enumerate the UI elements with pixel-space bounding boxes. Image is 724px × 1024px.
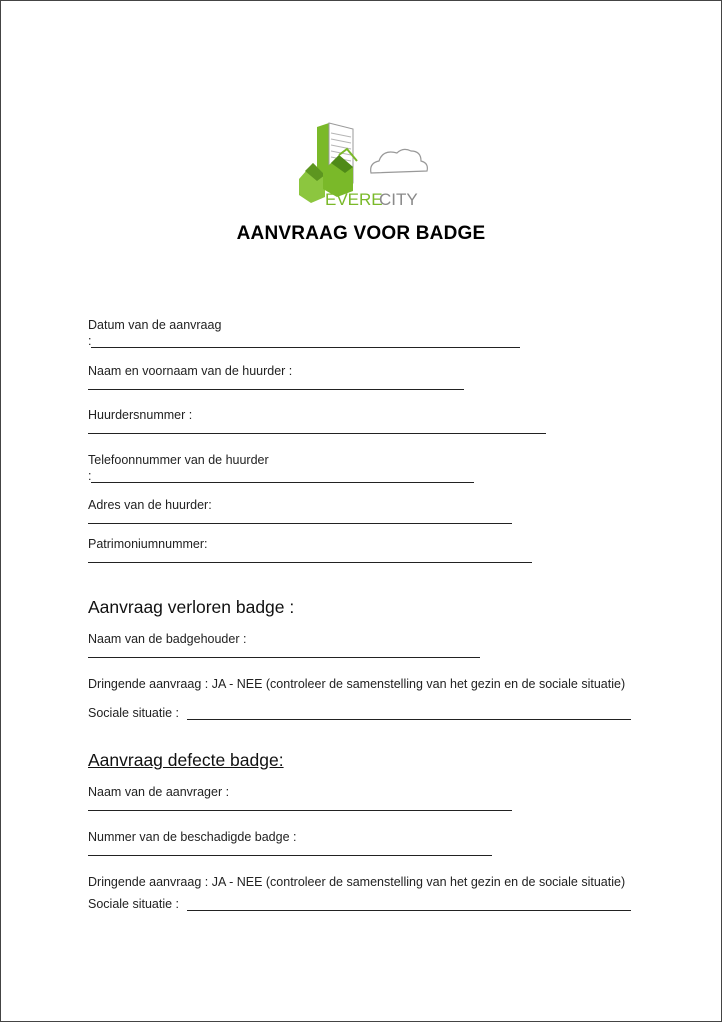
requester-field — [88, 784, 512, 811]
badge-holder-field — [88, 631, 480, 658]
defect-urgent-text: Dringende aanvraag : JA - NEE (controleer de samenstelling van het gezin en de sociale situatie) — [88, 875, 626, 889]
everecity-logo — [295, 121, 447, 209]
date-input-line[interactable] — [91, 336, 520, 348]
date-field — [88, 317, 522, 334]
defect-social-label: Sociale situatie : — [88, 897, 180, 911]
tenant-number-label: Huurdersnummer : — [88, 408, 193, 422]
patrimony-field — [88, 536, 532, 563]
lost-urgent-text: Dringende aanvraag : JA - NEE (controleer de samenstelling van het gezin en de sociale situatie) — [88, 677, 626, 691]
tenant-number-input-line[interactable] — [88, 433, 546, 434]
requester-input-line[interactable] — [88, 810, 512, 811]
cloud-icon — [371, 149, 428, 173]
colon: : — [88, 469, 92, 483]
damaged-badge-input-line[interactable] — [88, 855, 492, 856]
patrimony-label: Patrimoniumnummer: — [88, 537, 208, 551]
damaged-badge-field — [88, 829, 492, 856]
badge-holder-label: Naam van de badgehouder : — [88, 632, 247, 646]
logo-text-city: CITY — [379, 190, 418, 209]
colon: : — [88, 334, 92, 348]
tenant-name-field — [88, 363, 464, 390]
date-label: Datum van de aanvraag — [88, 318, 222, 332]
section-lost-heading: Aanvraag verloren badge : — [88, 597, 295, 617]
logo-text-evere: EVERE — [325, 190, 383, 209]
date-line-row[interactable] — [88, 334, 520, 348]
phone-line-row[interactable] — [88, 469, 474, 483]
address-label: Adres van de huurder: — [88, 498, 212, 512]
badge-holder-input-line[interactable] — [88, 657, 480, 658]
tenant-name-label: Naam en voornaam van de huurder : — [88, 364, 293, 378]
phone-field — [88, 452, 488, 469]
section-defect-heading: Aanvraag defecte badge: — [88, 750, 284, 770]
address-input-line[interactable] — [88, 523, 512, 524]
requester-label: Naam van de aanvrager : — [88, 785, 230, 799]
page-title: AANVRAAG VOOR BADGE — [236, 223, 486, 244]
lost-social-label: Sociale situatie : — [88, 706, 180, 720]
lost-social-input-line[interactable] — [187, 708, 631, 720]
phone-label: Telefoonnummer van de huurder — [88, 453, 269, 467]
patrimony-input-line[interactable] — [88, 562, 532, 563]
defect-social-row — [88, 897, 631, 911]
defect-social-input-line[interactable] — [187, 899, 631, 911]
damaged-badge-label: Nummer van de beschadigde badge : — [88, 830, 297, 844]
address-field — [88, 497, 512, 524]
phone-input-line[interactable] — [91, 471, 474, 483]
lost-social-row — [88, 706, 631, 720]
tenant-name-input-line[interactable] — [88, 389, 464, 390]
tenant-number-field — [88, 407, 546, 434]
